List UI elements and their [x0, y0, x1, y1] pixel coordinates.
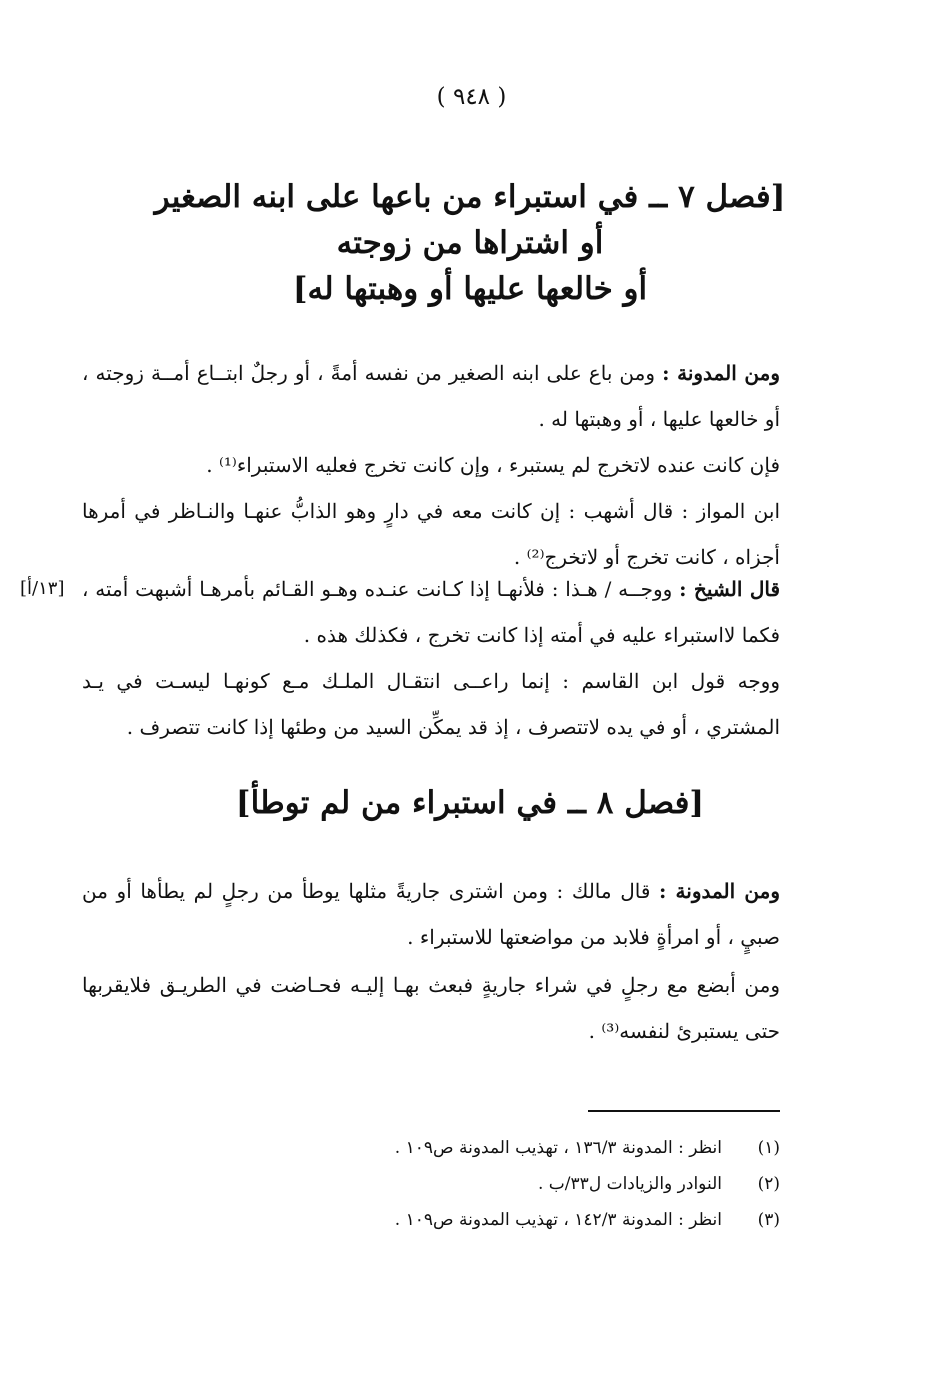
paragraph-1-text: ومن باع على ابنه الصغير من نفسه أمةً ، أو رجلٌ ابتــاع أمــة زوجته ، أو خالعها عليها ، أو وهبتها له . [82, 361, 780, 431]
paragraph-1 [82, 350, 780, 442]
section-7-heading-line-3: أو خالعها عليها أو وهبتها له] [292, 271, 648, 307]
paragraph-5 [82, 658, 780, 750]
footnote-3-number: (٣) [757, 1210, 780, 1230]
paragraph-3-text: ابن المواز : قال أشهب : إن كانت معه في دارٍ وهو الذابُّ عنهـا والنـاظر في أمرها أجزاه ، كانت تخرج أو لاتخرج⁽²⁾ . [82, 499, 780, 569]
paragraph-4 [82, 566, 780, 658]
margin-folio-note: [١٣/أ] [20, 578, 65, 599]
paragraph-7-text: ومن أبضع مع رجلٍ في شراء جاريةٍ فبعث بهـا إليـه فحـاضت في الطريـق فلايقربها حتى يستبرئ لنفسه⁽³⁾ . [82, 973, 780, 1043]
footnote-3 [200, 1202, 780, 1238]
paragraph-1-lead: ومن المدونة : [662, 361, 780, 385]
paragraph-5-text: ووجه قول ابن القاسم : إنما راعــى انتقـال الملـك مـع كونهـا ليسـت في يـد المشتري ، أو في يده لاتتصرف ، إذ قد يمكِّن السيد من وطئها إذا كانت تتصرف . [82, 669, 780, 739]
section-7-heading [120, 174, 820, 312]
section-7-heading-line-1: [فصل ٧ ــ في استبراء من باعها على ابنه الصغير [154, 179, 786, 215]
footnote-2-number: (٢) [757, 1174, 780, 1194]
section-8-heading: [فصل ٨ ــ في استبراء من لم توطأ] [235, 785, 705, 821]
footnote-2 [200, 1166, 780, 1202]
footnote-3-text: انظر : المدونة ١٤٢/٣ ، تهذيب المدونة ص١٠٩ . [394, 1210, 722, 1230]
footnote-1-text: انظر : المدونة ١٣٦/٣ ، تهذيب المدونة ص١٠٩ . [394, 1138, 722, 1158]
page-number: ( ٩٤٨ ) [436, 84, 507, 110]
paragraph-4-lead: قال الشيخ : [679, 577, 780, 601]
paragraph-6-text: قال مالك : ومن اشترى جاريةً مثلها يوطأ من رجلٍ لم يطأها أو من صبيٍ ، أو امرأةٍ فلابد من مواضعتها للاستبراء . [82, 879, 780, 949]
footnote-1-number: (١) [757, 1138, 780, 1158]
paragraph-6-lead: ومن المدونة : [658, 879, 780, 903]
footnote-separator [588, 1110, 780, 1112]
section-7-heading-line-2: أو اشتراها من زوجته [336, 225, 604, 261]
paragraph-7 [82, 962, 780, 1054]
paragraph-2-text: فإن كانت عنده لاتخرج لم يستبرء ، وإن كانت تخرج فعليه الاستبراء⁽¹⁾ . [206, 453, 780, 477]
paragraph-6 [82, 868, 780, 960]
paragraph-4-text: ووجــه / هـذا : فلأنهـا إذا كـانت عنـده وهـو القـائم بأمرهـا أشبهت أمته ، فكما لااستبراء عليه في أمته إذا كانت تخرج ، فكذلك هذه . [82, 577, 780, 647]
footnote-2-text: النوادر والزيادات ل٣٣/ب . [538, 1174, 722, 1194]
footnote-1 [200, 1130, 780, 1166]
paragraph-2 [82, 442, 780, 488]
